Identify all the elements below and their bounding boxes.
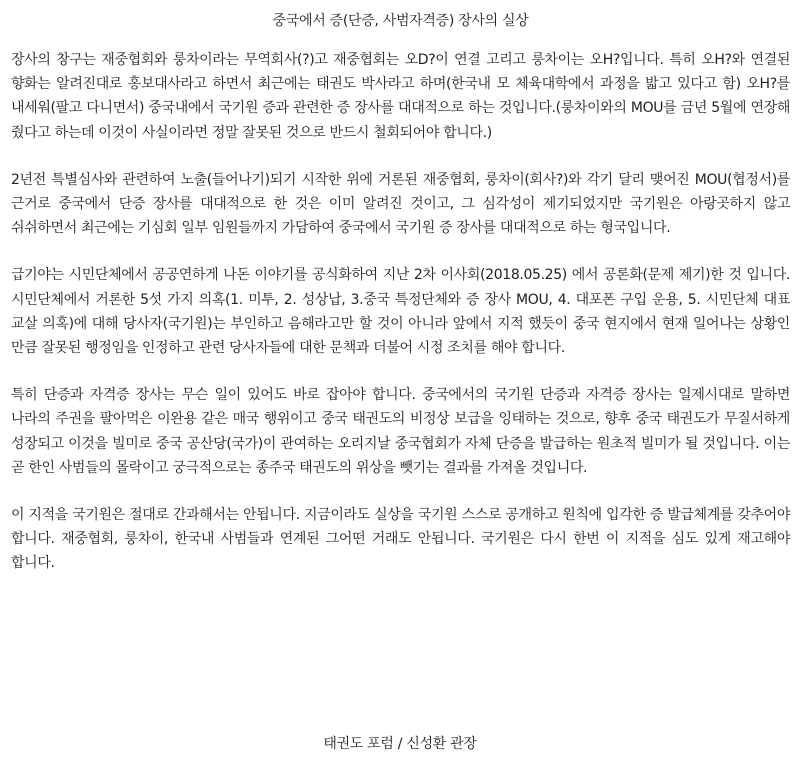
- article-paragraph-4: 특히 단증과 자격증 장사는 무슨 일이 있어도 바로 잡아야 합니다. 중국에서의 국기원 단증과 자격증 장사는 일제시대로 말하면 나라의 주권을 팔아먹은 이완용 같은 매국 행위이고 중국 태권도의 비정상 보급을 잉태하는 것으로, 향후 중국 태권도가 무질서하게 성장되고 이것을 빌미로 중국 공산당(국가)이 관여하는 오리지날 중국협회가 자체 단증을 발급하는 원초적 빌미가 될 것입니다. 이는 곧 한인 사범들의 몰락이고 궁극적으로는 종주국 태권도의 위상을 뺏기는 결과를 가져올 것입니다.: [11, 387, 790, 476]
- article-paragraph-2: 2년전 특별심사와 관련하여 노출(들어나기)되기 시작한 위에 거론된 재중협회, 룽차이(회사?)와 각기 달리 맺어진 MOU(협정서)를 근거로 중국에서 단증 장사를 대대적으로 한 것은 이미 알려진 것이고, 그 심각성이 제기되었지만 국기원은 아랑곳하지 않고 쉬쉬하면서 최근에는 기심회 일부 임원들까지 가담하여 중국에서 국기원 증 장사를 대대적으로 하는 형국입니다.: [11, 171, 790, 237]
- article-byline: 태권도 포럼 / 신성환 관장: [323, 736, 477, 752]
- article-title: 중국에서 증(단증, 사범자격증) 장사의 실상: [272, 13, 529, 29]
- article-paragraph-5: 이 지적을 국기원은 절대로 간과해서는 안됩니다. 지금이라도 실상을 국기원 스스로 공개하고 원칙에 입각한 증 발급체계를 갖추어야 합니다. 재중협회, 룽차이, 한국내 사범들과 연계된 그어떤 거래도 안됩니다. 국기원은 다시 한번 이 지적을 심도 있게 재고해야 합니다.: [11, 507, 790, 572]
- article-paragraph-3: 급기야는 시민단체에서 공공연하게 나돈 이야기를 공식화하여 지난 2차 이사회(2018.05.25) 에서 공론화(문제 제기)한 것 입니다. 시민단체에서 거론한 5섯 가지 의혹(1. 미투, 2. 성상납, 3.중국 특정단체와 증 장사 MOU, 4. 대포폰 구입 운용, 5. 시민단체 대표 교살 의혹)에 대해 당사자(국기원)는 부인하고 음해라고만 할 것이 아니라 앞에서 지적 했듯이 중국 현지에서 현재 일어나는 상황인 만큼 잘못된 행정임을 인정하고 관련 당사자들에 대한 문책과 더불어 시정 조치를 해야 합니다.: [11, 267, 790, 357]
- article-paragraph-1: 장사의 창구는 재중협회와 룽차이라는 무역회사(?)고 재중협회는 오D?이 연결 고리고 룽차이는 오H?입니다. 특히 오H?와 연결된 향화는 알려진대로 홍보대사라고 하면서 최근에는 태권도 박사라고 하며(한국내 모 체육대학에서 과정을 밟고 있다고 함) 오H?를 내세워(팔고 다니면서) 중국내에서 국기원 증과 관련한 증 장사를 대대적으로 하는 것입니다.(룽차이와의 MOU를 금년 5월에 연장해 줬다고 하는데 이것이 사실이라면 정말 잘못된 것으로 반드시 철회되어야 합니다.): [11, 52, 790, 141]
